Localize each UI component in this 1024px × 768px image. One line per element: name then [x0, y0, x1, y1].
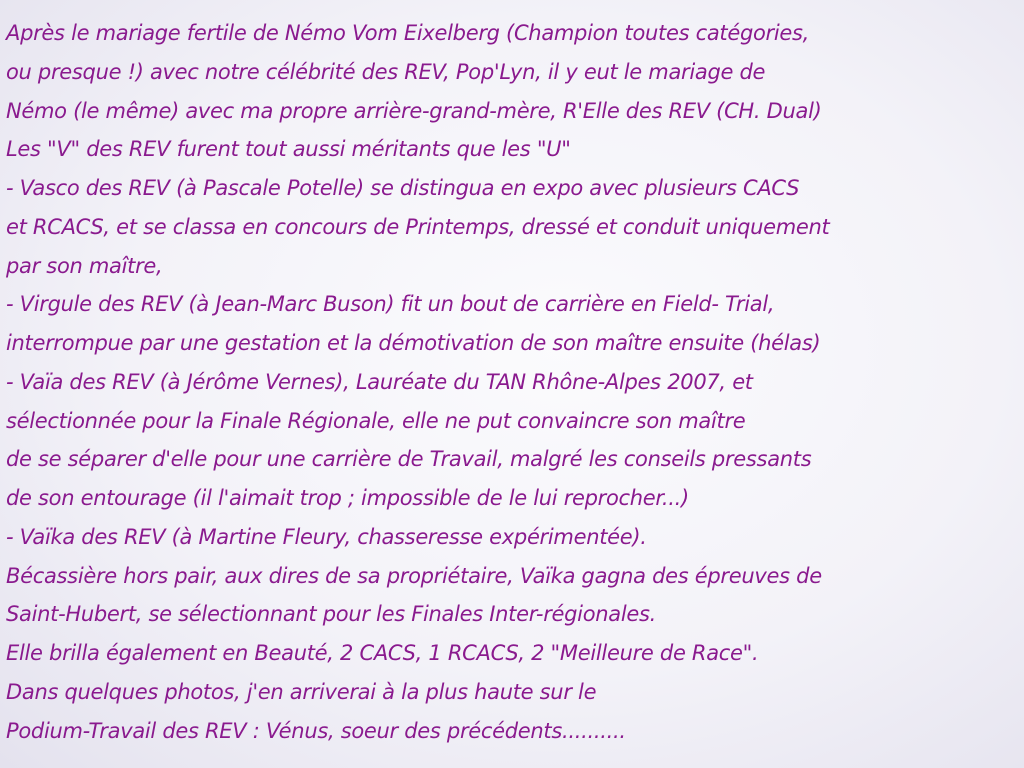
text-line-9: interrompue par une gestation et la démotivation de son maître ensuite (hélas): [6, 331, 821, 355]
text-line-8: - Virgule des REV (à Jean-Marc Buson) fit un bout de carrière en Field- Trial,: [6, 292, 775, 316]
text-line-4: Les "V" des REV furent tout aussi méritants que les "U": [6, 137, 571, 161]
text-line-19: Podium-Travail des REV : Vénus, soeur des précédents..........: [6, 719, 626, 743]
text-line-18: Dans quelques photos, j'en arriverai à la plus haute sur le: [6, 680, 597, 704]
text-line-1: Après le mariage fertile de Némo Vom Eixelberg (Champion toutes catégories,: [6, 21, 810, 45]
text-line-2: ou presque !) avec notre célébrité des REV, Pop'Lyn, il y eut le mariage de: [6, 60, 766, 84]
text-line-15: Bécassière hors pair, aux dires de sa propriétaire, Vaïka gagna des épreuves de: [6, 564, 822, 588]
text-line-5: - Vasco des REV (à Pascale Potelle) se distingua en expo avec plusieurs CACS: [6, 176, 800, 200]
text-line-16: Saint-Hubert, se sélectionnant pour les Finales Inter-régionales.: [6, 602, 657, 626]
text-line-7: par son maître,: [6, 254, 163, 278]
text-line-13: de son entourage (il l'aimait trop ; impossible de le lui reprocher...): [6, 486, 689, 510]
text-line-12: de se séparer d'elle pour une carrière de Travail, malgré les conseils pressants: [6, 447, 812, 471]
text-line-3: Némo (le même) avec ma propre arrière-grand-mère, R'Elle des REV (CH. Dual): [6, 99, 822, 123]
text-line-17: Elle brilla également en Beauté, 2 CACS, 1 RCACS, 2 "Meilleure de Race".: [6, 641, 759, 665]
text-line-14: - Vaïka des REV (à Martine Fleury, chasseresse expérimentée).: [6, 525, 647, 549]
text-line-6: et RCACS, et se classa en concours de Printemps, dressé et conduit uniquement: [6, 215, 830, 239]
text-line-11: sélectionnée pour la Finale Régionale, elle ne put convaincre son maître: [6, 409, 746, 433]
text-line-10: - Vaïa des REV (à Jérôme Vernes), Lauréate du TAN Rhône-Alpes 2007, et: [6, 370, 753, 394]
